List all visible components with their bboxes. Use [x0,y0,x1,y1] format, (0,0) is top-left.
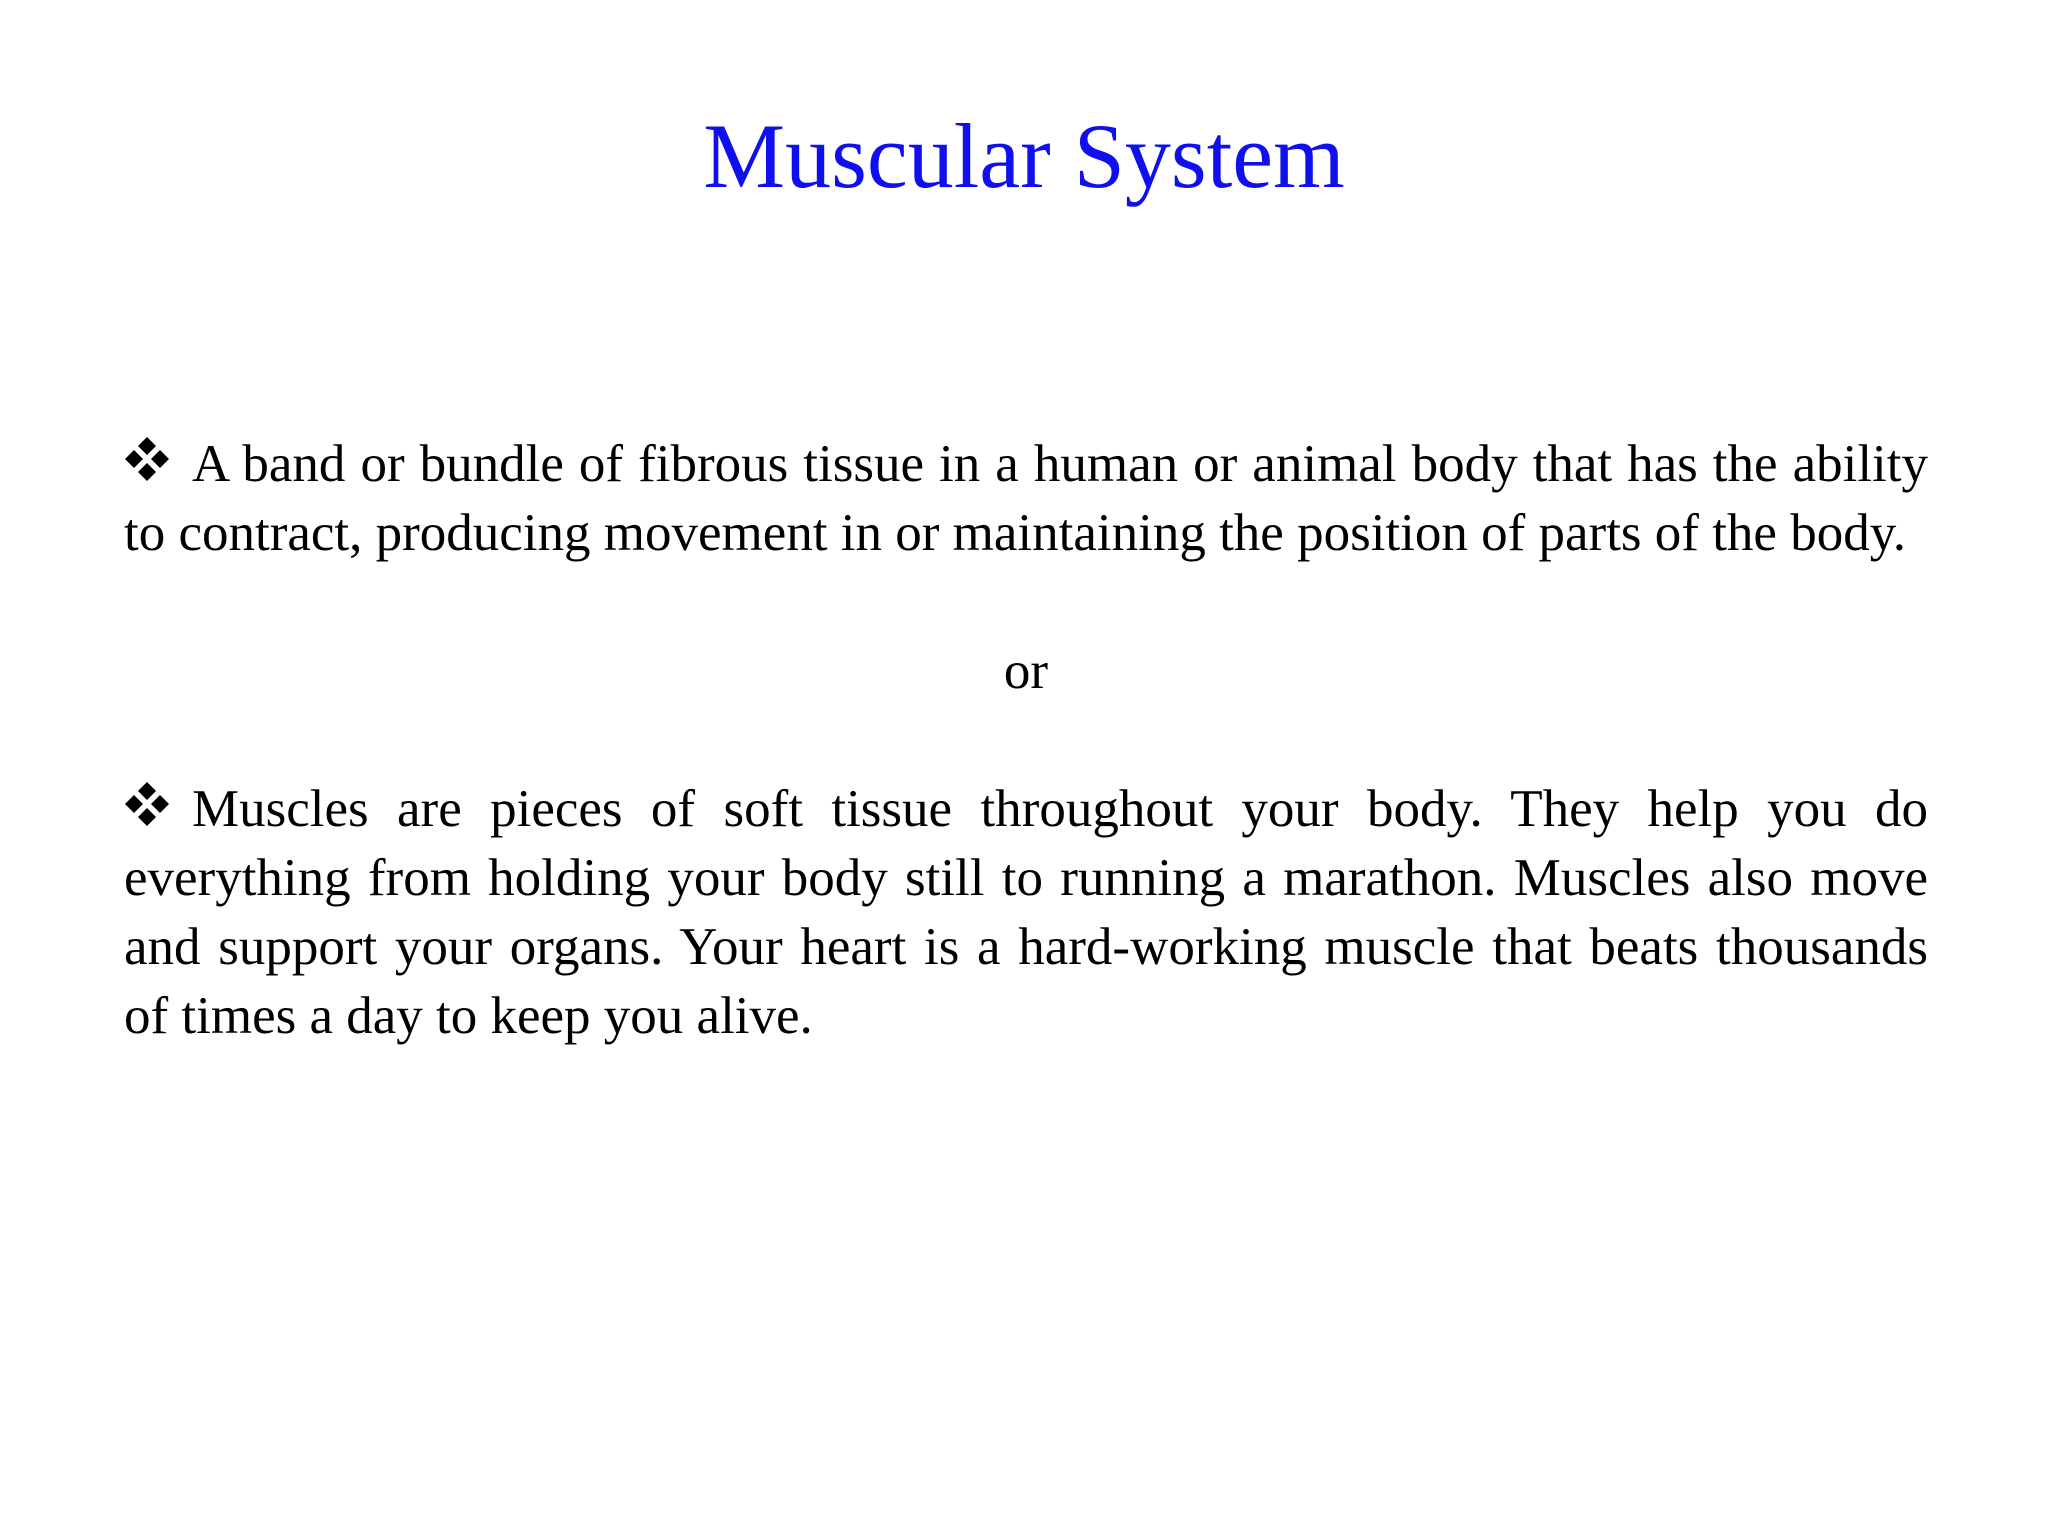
bullet-text-2: Muscles are pieces of soft tissue throughout your body. They help you do everything from holding your body still to running a marathon. Muscles also move and support your organs. Your heart is a hard-working muscle that beats thousands of times a day to keep you alive. [124,780,1928,1045]
bullet-paragraph-1 [124,430,1928,568]
slide-content [124,430,1928,1051]
slide-title: Muscular System [703,105,1345,207]
four-diamond-bullet-icon [124,781,170,827]
bullet-paragraph-2 [124,775,1928,1051]
bullet-text-1: A band or bundle of fibrous tissue in a human or animal body that has the ability to contract, producing movement in or maintaining the position of parts of the body. [124,435,1928,562]
separator-text: or [1003,642,1049,700]
four-diamond-bullet-icon [124,436,170,482]
